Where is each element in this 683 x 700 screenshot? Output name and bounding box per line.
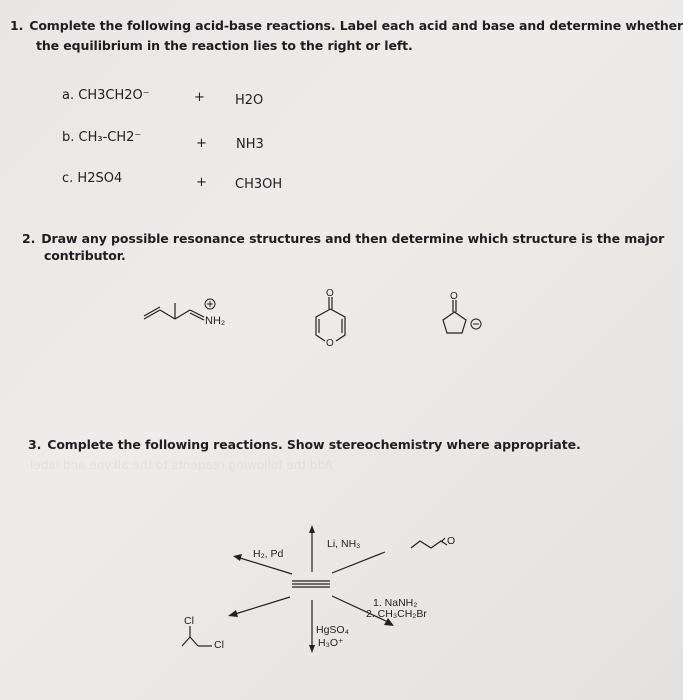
reaction-b-plus: + — [196, 136, 207, 151]
reagent-ethyl-bromide: 2. CH₃CH₂Br — [366, 608, 427, 620]
structure-1-nh2-label: NH₂ — [205, 315, 226, 327]
reaction-c-reactant-1: H2SO4 — [77, 171, 123, 186]
reagent-h3o-plus: H₃O⁺ — [318, 637, 344, 649]
reaction-c-letter: c. — [62, 171, 74, 186]
reaction-c-plus: + — [196, 175, 207, 190]
question-3-text-1: Complete the following reactions. Show stereochemistry where appropriate. — [47, 437, 581, 452]
structure-2-ring-oxygen: O — [326, 338, 334, 349]
structure-2-carbonyl-oxygen: O — [326, 288, 334, 299]
reaction-a-reactant-2: H2O — [235, 93, 264, 108]
question-1-line-2: the equilibrium in the reaction lies to the right or left. — [36, 38, 413, 53]
question-2-line-2: contributor. — [44, 248, 126, 263]
reaction-a-reactant-1: CH3CH2O⁻ — [78, 88, 150, 103]
question-1-text-1: Complete the following acid-base reactions. Label each acid and base and determine whether — [29, 18, 683, 33]
reaction-a-plus: + — [194, 90, 205, 105]
reagent-li-nh3: Li, NH₃ — [327, 538, 361, 550]
aldehyde-oxygen: O — [447, 535, 456, 547]
reaction-c-reactant-2: CH3OH — [235, 177, 283, 192]
reagent-nanh2: 1. NaNH₂ — [373, 597, 418, 609]
reaction-a-letter: a. — [62, 88, 75, 103]
reagent-h2-pd: H₂, Pd — [253, 548, 284, 560]
question-2-number: 2. — [22, 231, 36, 246]
reaction-b-letter: b. — [62, 130, 75, 145]
reaction-b-reactant-2: NH3 — [236, 137, 264, 152]
dichloride-cl-top: Cl — [184, 615, 194, 627]
reaction-b-reactant-1: CH₃-CH2⁻ — [78, 130, 142, 145]
dichloride-cl-bottom: Cl — [214, 639, 224, 651]
question-2-text-1: Draw any possible resonance structures and then determine which structure is the major — [41, 231, 665, 246]
bleed-through-text: Add the following reagents to the alkyne and label — [30, 458, 333, 472]
structure-3-oxygen: O — [450, 291, 458, 302]
question-1-number: 1. — [10, 18, 24, 33]
reagent-hgso4: HgSO₄ — [316, 624, 349, 636]
question-3-number: 3. — [28, 437, 42, 452]
